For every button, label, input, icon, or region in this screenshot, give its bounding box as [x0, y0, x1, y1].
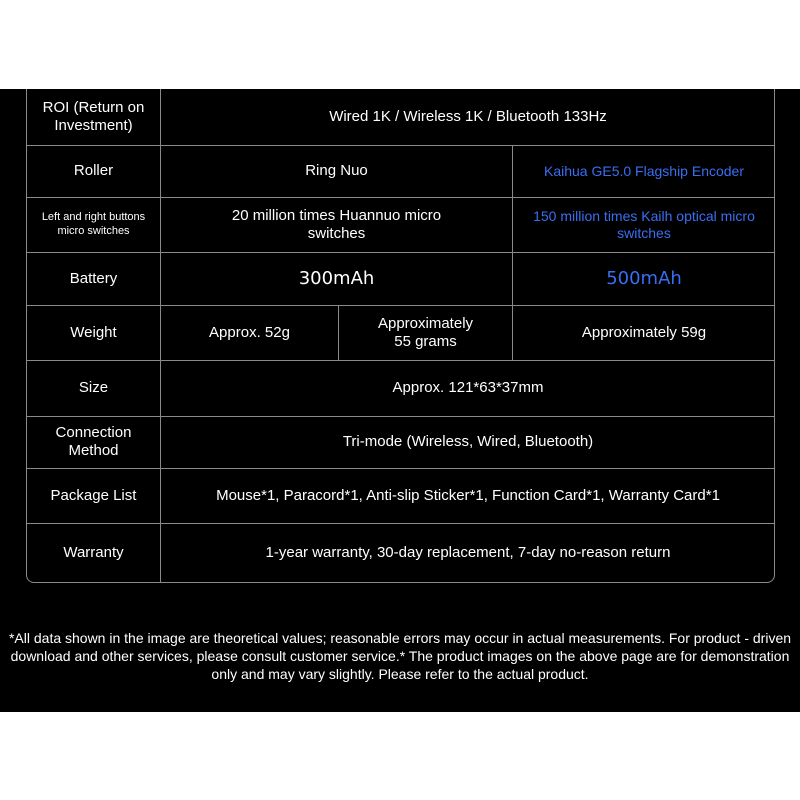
buttons-value-standard: 20 million times Huannuo micro switches — [231, 206, 442, 242]
roller-value-standard: Ring Nuo — [305, 162, 368, 179]
roi-label: ROI (Return on Investment) — [42, 99, 145, 134]
weight-value-b: Approximately 55 grams — [377, 314, 474, 350]
warranty-value: 1-year warranty, 30-day replacement, 7-day no-reason return — [265, 544, 671, 561]
weight-value-a: Approx. 52g — [209, 323, 290, 341]
roi-value: Wired 1K / Wireless 1K / Bluetooth 133Hz — [329, 108, 607, 125]
roller-label: Roller — [73, 162, 114, 179]
weight-value-c: Approximately 59g — [581, 323, 707, 341]
spec-table — [26, 89, 775, 583]
package-label: Package List — [50, 486, 137, 504]
buttons-value-pro: 150 million times Kailh optical micro switches — [533, 207, 755, 241]
roller-value-pro: Kaihua GE5.0 Flagship Encoder — [543, 162, 744, 179]
connection-value: Tri-mode (Wireless, Wired, Bluetooth) — [342, 433, 594, 450]
spec-panel — [0, 89, 800, 712]
battery-label: Battery — [69, 269, 118, 287]
warranty-label: Warranty — [63, 544, 124, 561]
buttons-label: Left and right buttons micro switches — [41, 211, 146, 237]
size-value: Approx. 121*63*37mm — [392, 379, 544, 396]
battery-value-standard: 300mAh — [298, 267, 375, 289]
battery-value-pro: 500mAh — [606, 267, 682, 289]
connection-label: Connection Method — [55, 424, 132, 459]
weight-label: Weight — [70, 323, 117, 341]
package-value: Mouse*1, Paracord*1, Anti-slip Sticker*1, Function Card*1, Warranty Card*1 — [216, 486, 720, 504]
size-label: Size — [78, 379, 109, 396]
disclaimer-text: *All data shown in the image are theoretical values; reasonable errors may occur in actual measurements. For product - driven download and other services, please consult customer service.* The product images on the above page are for demonstration only and may vary slightly. Please refer to the actual product. — [8, 630, 792, 682]
